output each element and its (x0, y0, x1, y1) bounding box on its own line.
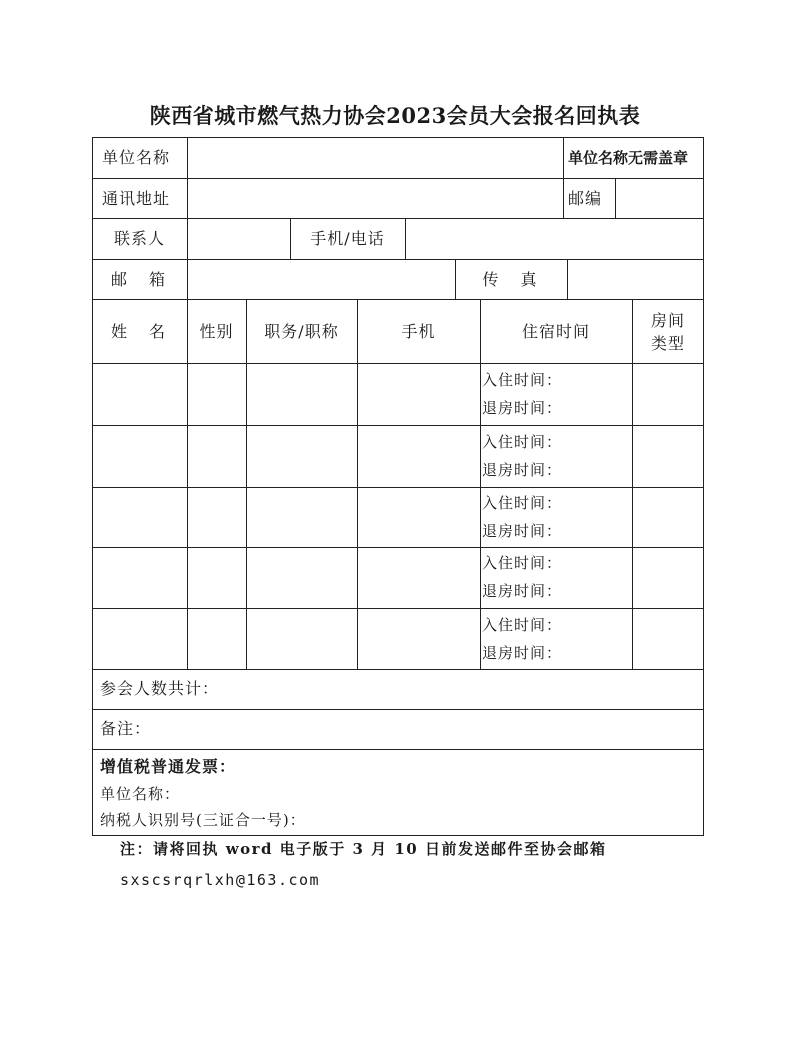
col-divider (187, 218, 188, 259)
col-divider (187, 299, 188, 669)
col-divider (187, 259, 188, 299)
unit-name-label: 单位名称 (102, 148, 171, 167)
col-divider (246, 299, 247, 669)
invoice-tax-id: 纳税人识别号(三证合一号)： (100, 811, 306, 829)
col-header-mobile: 手机 (401, 322, 436, 341)
row-divider (92, 178, 704, 179)
phone-label: 手机/电话 (310, 229, 385, 248)
col-header-position: 职务/职称 (264, 322, 339, 341)
col-divider (187, 137, 188, 218)
association-email[interactable]: sxscsrqrlxh@163.com (120, 871, 321, 889)
checkout-label: 退房时间： (482, 582, 563, 600)
col-divider (632, 299, 633, 669)
address-label: 通讯地址 (102, 189, 171, 208)
checkout-label: 退房时间： (482, 461, 563, 479)
registration-form-table (92, 137, 704, 835)
remarks-label: 备注： (100, 719, 152, 738)
col-divider (405, 218, 406, 259)
row-divider (92, 669, 704, 670)
checkout-label: 退房时间： (482, 522, 563, 540)
no-seal-note: 单位名称无需盖章 (568, 149, 689, 167)
col-divider (357, 299, 358, 669)
row-divider (92, 608, 704, 609)
attendee-total-label: 参会人数共计： (100, 679, 220, 698)
table-border-bottom (92, 835, 704, 836)
checkin-label: 入住时间： (482, 371, 563, 389)
col-divider (567, 259, 568, 299)
row-divider (92, 749, 704, 750)
row-divider (92, 259, 704, 260)
row-divider (92, 547, 704, 548)
col-header-room-type: 房间类型 (650, 311, 685, 353)
form-title: 陕西省城市燃气热力协会2023会员大会报名回执表 (149, 103, 641, 128)
checkin-label: 入住时间： (482, 554, 563, 572)
checkin-label: 入住时间： (482, 616, 563, 634)
col-divider (480, 299, 481, 669)
row-divider (92, 363, 704, 364)
invoice-unit-name: 单位名称： (100, 785, 181, 803)
submission-note: 注：请将回执 word 电子版于 3 月 10 日前发送邮件至协会邮箱 (120, 840, 607, 858)
col-header-name: 姓 名 (110, 322, 168, 341)
contact-label: 联系人 (113, 229, 165, 248)
row-divider (92, 299, 704, 300)
row-divider (92, 487, 704, 488)
table-border-right (703, 137, 704, 835)
fax-label: 传 真 (482, 270, 540, 289)
col-header-gender: 性别 (199, 322, 234, 341)
invoice-heading: 增值税普通发票： (100, 757, 237, 776)
row-divider (92, 425, 704, 426)
col-header-stay: 住宿时间 (521, 322, 590, 341)
col-divider (615, 178, 616, 218)
checkout-label: 退房时间： (482, 644, 563, 662)
email-label: 邮 箱 (110, 270, 168, 289)
checkin-label: 入住时间： (482, 494, 563, 512)
row-divider (92, 709, 704, 710)
table-border-top (92, 137, 704, 138)
checkout-label: 退房时间： (482, 399, 563, 417)
checkin-label: 入住时间： (482, 433, 563, 451)
row-divider (92, 218, 704, 219)
postcode-label: 邮编 (568, 189, 603, 208)
col-divider (563, 137, 564, 218)
